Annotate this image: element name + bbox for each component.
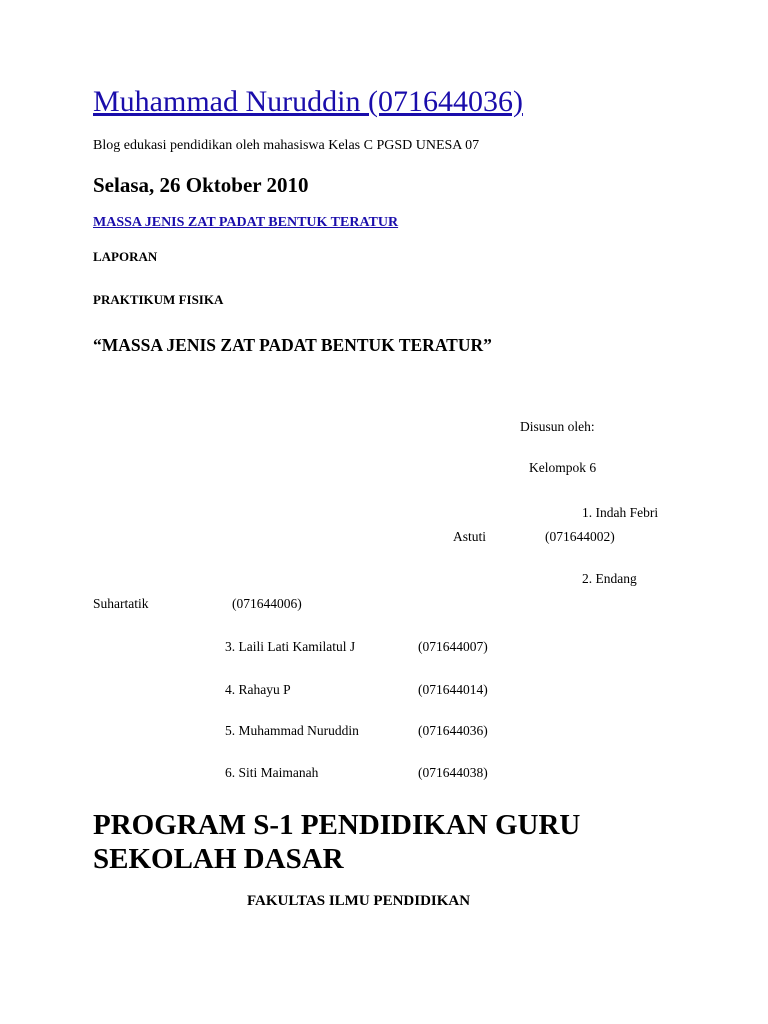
member-1-line1: 1. Indah Febri [582, 505, 659, 520]
member-2-line2-name: Suhartatik [93, 596, 149, 611]
member-2-nim: (071644006) [232, 596, 302, 611]
member-2-line1: 2. Endang [582, 571, 637, 586]
blog-description: Blog edukasi pendidikan oleh mahasiswa Kelas C PGSD UNESA 07 [93, 138, 480, 153]
praktikum-heading: PRAKTIKUM FISIKA [93, 292, 224, 307]
member-5-name: 5. Muhammad Nuruddin [225, 723, 359, 738]
fakultas-heading: FAKULTAS ILMU PENDIDIKAN [247, 893, 471, 909]
kelompok-label: Kelompok 6 [529, 460, 597, 475]
member-3-nim: (071644007) [418, 639, 488, 654]
program-heading: PROGRAM S-1 PENDIDIKAN GURU SEKOLAH DASAR [93, 809, 581, 875]
report-title: “MASSA JENIS ZAT PADAT BENTUK TERATUR” [93, 335, 492, 355]
blog-title-link[interactable]: Muhammad Nuruddin (071644036) [93, 85, 523, 118]
disusun-oleh-label: Disusun oleh: [520, 419, 595, 434]
member-3-name: 3. Laili Lati Kamilatul J [225, 639, 356, 654]
member-5-nim: (071644036) [418, 723, 488, 738]
post-title-link[interactable]: MASSA JENIS ZAT PADAT BENTUK TERATUR [93, 215, 399, 230]
member-4-nim: (071644014) [418, 682, 488, 697]
member-4-name: 4. Rahayu P [225, 682, 291, 697]
member-1-line2-name: Astuti [453, 529, 487, 544]
member-6-name: 6. Siti Maimanah [225, 765, 319, 780]
member-1-nim: (071644002) [545, 529, 615, 544]
post-date: Selasa, 26 Oktober 2010 [93, 173, 309, 197]
member-6-nim: (071644038) [418, 765, 488, 780]
laporan-heading: LAPORAN [93, 249, 158, 264]
